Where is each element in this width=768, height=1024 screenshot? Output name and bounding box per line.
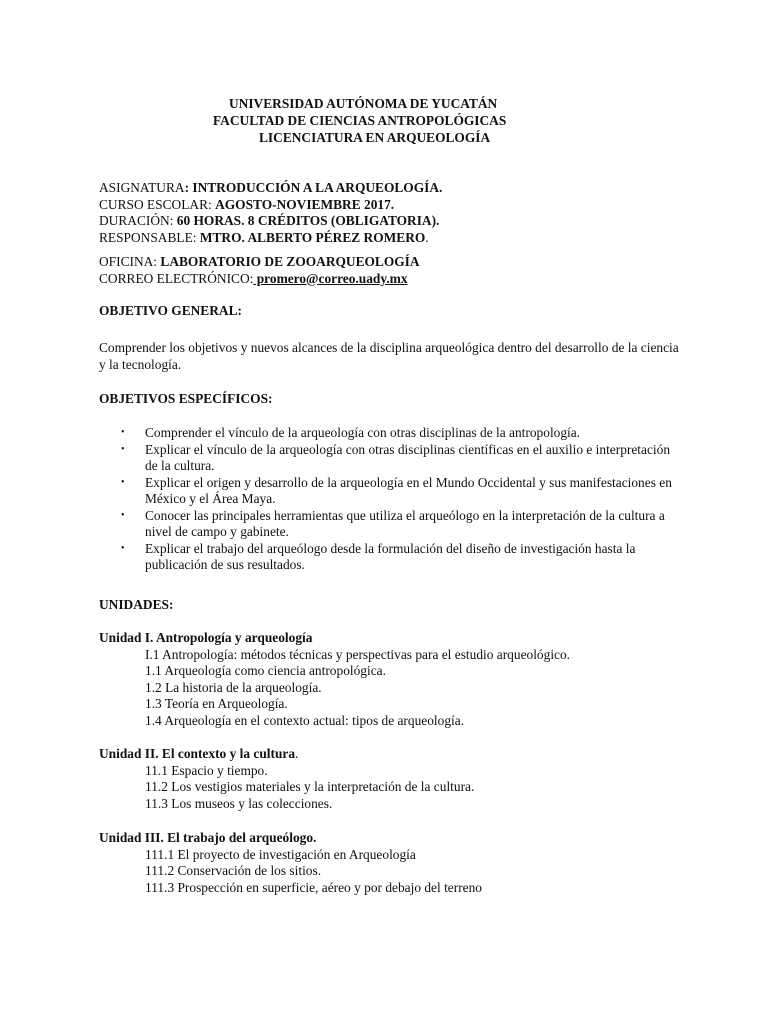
asignatura-value: : INTRODUCCIÓN A LA ARQUEOLOGÍA. [184, 180, 443, 195]
curso-label: CURSO ESCOLAR: [99, 196, 216, 212]
degree-name: LICENCIATURA EN ARQUEOLOGÍA [259, 130, 491, 145]
unit-item: 111.3 Prospección en superficie, aéreo y por debajo del terreno [145, 879, 482, 895]
unit-item: 11.1 Espacio y tiempo. [145, 762, 268, 778]
unit-title: Unidad III. El trabajo del arqueólogo. [99, 830, 317, 845]
objetivo-general-heading: OBJETIVO GENERAL: [99, 303, 242, 318]
unit-2 [99, 746, 474, 812]
objetivos-especificos-list [99, 425, 679, 574]
correo-label: CORREO ELECTRÓNICO: [99, 270, 254, 286]
university-name: UNIVERSIDAD AUTÓNOMA DE YUCATÁN [229, 96, 498, 111]
faculty-name: FACULTAD DE CIENCIAS ANTROPOLÓGICAS [213, 113, 507, 128]
list-item: • Explicar el origen y desarrollo de la arqueología en el Mundo Occidental y sus manifestaciones en México y el Área Maya. [99, 475, 679, 508]
objetivos-especificos-heading: OBJETIVOS ESPECÍFICOS: [99, 391, 273, 406]
list-item: • Explicar el trabajo del arqueólogo desde la formulación del diseño de investigación hasta la publicación de sus resultados. [99, 541, 679, 574]
unit-1 [99, 630, 570, 729]
oficina-value: LABORATORIO DE ZOOARQUEOLOGÍA [160, 254, 420, 269]
duracion-row [99, 213, 442, 230]
email-link[interactable]: promero@correo.uady.mx [253, 270, 408, 286]
correo-row [99, 271, 442, 288]
duracion-value: 60 HORAS. 8 CRÉDITOS (OBLIGATORIA). [176, 213, 440, 228]
unit-item: 1.2 La historia de la arqueología. [145, 679, 322, 695]
curso-value: AGOSTO-NOVIEMBRE 2017. [215, 196, 395, 212]
oficina-row [99, 254, 442, 271]
asignatura-label: ASIGNATURA [99, 180, 185, 195]
responsable-value: MTRO. ALBERTO PÉREZ ROMERO [199, 229, 426, 245]
course-info [99, 180, 442, 287]
duracion-label: DURACIÓN: [99, 213, 177, 228]
unit-item: 111.1 El proyecto de investigación en Arqueología [145, 846, 416, 862]
oficina-label: OFICINA: [99, 254, 161, 269]
curso-row [99, 197, 442, 214]
unit-item: 1.4 Arqueología en el contexto actual: tipos de arqueología. [145, 712, 465, 728]
list-item: • Explicar el vínculo de la arqueología con otras disciplinas científicas en el auxilio e interpretación de la cultura. [99, 442, 679, 475]
unit-3 [99, 830, 482, 896]
list-item: • Comprender el vínculo de la arqueología con otras disciplinas de la antropología. [99, 425, 679, 442]
responsable-label: RESPONSABLE: [99, 229, 200, 245]
unidades-heading: UNIDADES: [99, 597, 174, 612]
unit-item: 11.2 Los vestigios materiales y la interpretación de la cultura. [145, 779, 475, 794]
responsable-suffix: . [425, 229, 429, 245]
unit-item: 111.2 Conservación de los sitios. [145, 863, 322, 878]
unit-title: Unidad I. Antropología y arqueología [99, 630, 313, 645]
unit-title: Unidad II. El contexto y la cultura [99, 746, 296, 761]
unit-item: 11.3 Los museos y las colecciones. [145, 795, 333, 811]
objetivo-general-text: Comprender los objetivos y nuevos alcances de la disciplina arqueológica dentro del desarrollo de la ciencia y la tecnología. [99, 340, 679, 372]
list-item: • Conocer las principales herramientas que utiliza el arqueólogo en la interpretación de la cultura a nivel de campo y gabinete. [99, 508, 679, 541]
responsable-row [99, 230, 442, 247]
unit-item: 1.3 Teoría en Arqueología. [145, 696, 288, 711]
unit-title-suffix: . [295, 746, 299, 761]
unit-item: 1.1 Arqueología como ciencia antropológica. [145, 663, 386, 678]
asignatura-row [99, 180, 442, 197]
unit-item: I.1 Antropología: métodos técnicas y perspectivas para el estudio arqueológico. [145, 646, 571, 662]
